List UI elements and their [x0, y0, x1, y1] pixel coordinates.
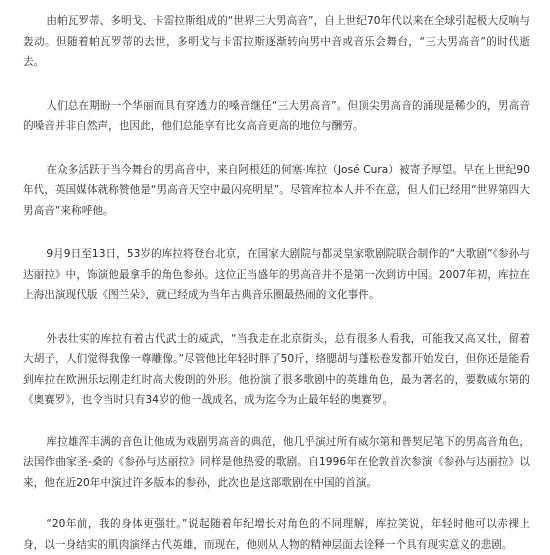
paragraph-4: 9月9日至13日，53岁的库拉将登台北京，在国家大剧院与都灵皇家歌剧院联合制作的“大歌剧”《参孙与达丽拉》中，饰演他最拿手的角色参孙。这位正当盛年的男高音并不是第一次到访中国。2007年初，库拉在上海出演现代版《图兰朵》，就已经成为当年古典音乐圈最热闹的文化事件。 — [23, 248, 530, 301]
paragraph-2: 人们总在期盼一个华丽而具有穿透力的嗓音继任“三大男高音”。但顶尖男高音的涌现是稀少的，男高音的嗓音并非自然声，也因此，他们总能享有比女高音更高的地位与酬劳。 — [23, 99, 530, 132]
paragraph-5: 外表壮实的库拉有着古代武士的威武，“当我走在北京街头，总有很多人看我，可能我又高又壮，留着大胡子，人们觉得我像一尊雕像。”尽管他比年轻时胖了50斤，络腮胡与蓬松卷发都开始发白，但你还是能看到库拉在欧洲乐坛刚走红时高大俊朗的外形。他扮演了很多歌剧中的英雄角色，最为著名的，要数威尔第的《奥赛罗》，也令当时只有34岁的他一战成名，成为迄今为止最年轻的奥赛罗。 — [23, 332, 530, 406]
paragraph-7: “20年前，我的身体更强壮。”说起随着年纪增长对角色的不同理解，库拉笑说，年轻时他可以赤裸上身，以一身结实的肌肉演绎古代英雄，而现在，他则从人物的精神层面去诠释一个具有现实意义的悲剧。 — [23, 518, 530, 551]
paragraph-6: 库拉雄浑丰满的音色让他成为戏剧男高音的典范，他几乎演过所有威尔第和普契尼笔下的男高音角色，法国作曲家圣-桑的《参孙与达丽拉》同样是他热爱的歌剧。自1996年在伦敦首次参演《参孙与达丽拉》以来，他在近20年中演过许多版本的参孙，此次也是这部歌剧在中国的首演。 — [23, 435, 530, 489]
paragraph-1: 由帕瓦罗蒂、多明戈、卡雷拉斯组成的“世界三大男高音”，自上世纪70年代以来在全球引起极大反响与轰动。但随着帕瓦罗蒂的去世，多明戈与卡雷拉斯逐渐转向男中音或音乐会舞台，“三大男高音”的时代逝去。 — [23, 15, 530, 68]
paragraph-3: 在众多活跃于当今舞台的男高音中，来自阿根廷的何塞·库拉（José Cura）被寄予厚望。早在上世纪90年代，英国媒体就称赞他是“男高音天空中最闪亮明星”。尽管库拉本人并不在意，但人们已经用“世界第四大男高音”来称呼他。 — [23, 163, 530, 217]
